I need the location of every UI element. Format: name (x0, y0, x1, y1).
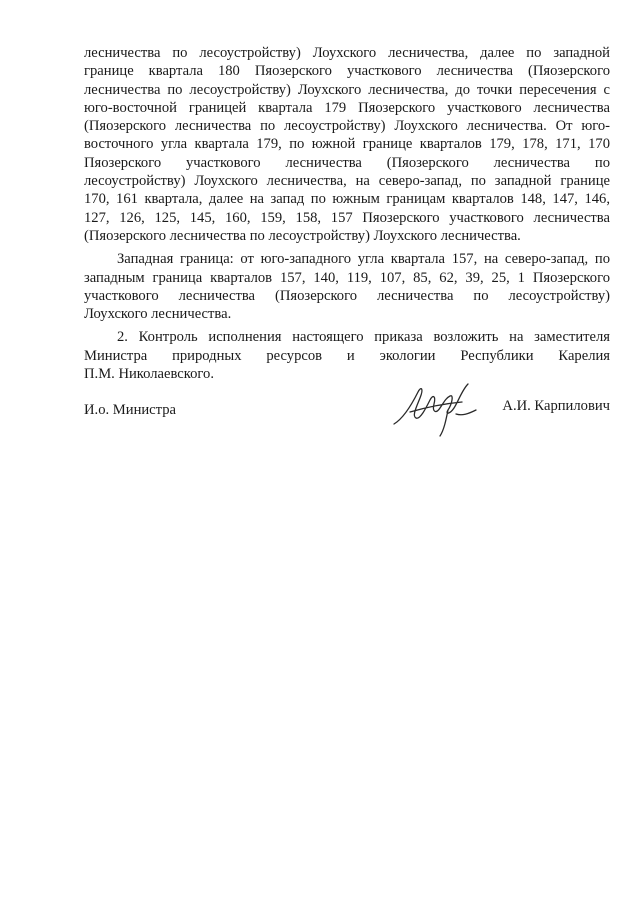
text-line: (Пяозерского лесничества по лесоустройству) Лоухского лесничества. (84, 227, 521, 244)
text-line: юго-восточной границей квартала 179 Пяозерского участкового лесничества (84, 99, 610, 116)
text-line: восточного угла квартала 179, по южной границе кварталов 179, 178, 171, 170 (84, 136, 610, 153)
signature-block (84, 398, 610, 438)
text-line: лесничества по лесоустройству) Лоухского лесничества, до точки пересечения с (84, 81, 610, 98)
document-body (84, 44, 610, 383)
text-line: П.М. Николаевского. (84, 366, 214, 383)
text-line: Лоухского лесничества. (84, 306, 232, 323)
text-line: границе квартала 180 Пяозерского участкового лесничества (Пяозерского (84, 63, 610, 80)
text-line: участкового лесничества (Пяозерского лесничества по лесоустройству) (84, 287, 610, 304)
text-line: 2. Контроль исполнения настоящего приказа возложить на заместителя (117, 329, 610, 346)
text-line: Пяозерского участкового лесничества (Пяозерского лесничества по (84, 154, 610, 171)
text-line: Западная граница: от юго-западного угла квартала 157, на северо-запад, по (117, 251, 610, 268)
text-line: Министра природных ресурсов и экологии Республики Карелия (84, 347, 610, 364)
paragraph-control-clause (84, 328, 610, 383)
text-line: лесоустройству) Лоухского лесничества, на северо-запад, по западной границе (84, 173, 610, 190)
paragraph-continuation (84, 44, 610, 245)
text-line: западным граница кварталов 157, 140, 119, 107, 85, 62, 39, 25, 1 Пяозерского (84, 269, 610, 286)
handwritten-signature (390, 374, 480, 438)
text-line: 127, 126, 125, 145, 160, 159, 158, 157 Пяозерского участкового лесничества (84, 209, 610, 226)
text-line: (Пяозерского лесничества по лесоустройству) Лоухского лесничества. От юго- (84, 118, 610, 135)
paragraph-western-boundary (84, 250, 610, 323)
signatory-title: И.о. Министра (84, 402, 176, 418)
text-line: лесничества по лесоустройству) Лоухского лесничества, далее по западной (84, 45, 610, 61)
signatory-name: А.И. Карпилович (502, 398, 610, 414)
text-line: 170, 161 квартала, далее на запад по южным границам кварталов 148, 147, 146, (84, 191, 610, 208)
